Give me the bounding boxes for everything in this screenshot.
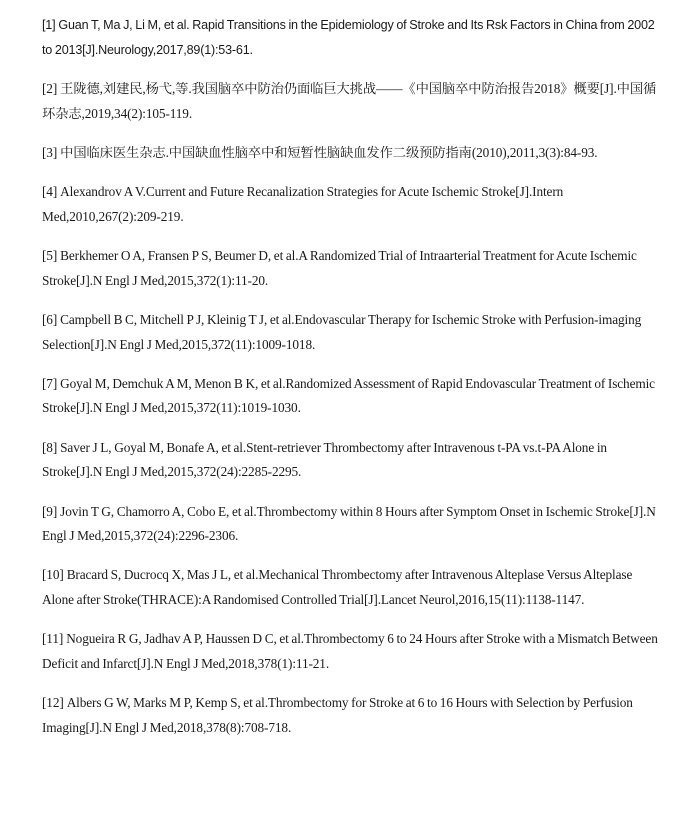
reference-text: 中国临床医生杂志.中国缺血性脑卒中和短暂性脑缺血发作二级预防指南(2010),2011,3(3):84-93. [60,144,598,160]
reference-number: [8] [42,439,58,455]
reference-item [42,500,665,549]
reference-text: Bracard S, Ducrocq X, Mas J L, et al.Mechanical Thrombectomy after Intravenous Alteplase Versus Alteplase Alone after Stroke(THRACE):A Randomised Controlled Trial[J].Lancet Neurol,2016,15(11):1138-1147. [42,567,633,608]
reference-item [42,244,665,293]
reference-number: [7] [42,375,58,391]
reference-item [42,372,665,421]
reference-number: [1] [42,18,56,32]
reference-text: Jovin T G, Chamorro A, Cobo E, et al.Thrombectomy within 8 Hours after Symptom Onset in Ischemic Stroke[J].N Engl J Med,2015,372(24):2296-2306. [42,503,656,544]
reference-text: Albers G W, Marks M P, Kemp S, et al.Thrombectomy for Stroke at 6 to 16 Hours with Selection by Perfusion Imaging[J].N Engl J Med,2018,378(8):708-718. [42,695,633,735]
reference-number: [2] [42,80,58,96]
reference-text: Campbell B C, Mitchell P J, Kleinig T J, et al.Endovascular Therapy for Ischemic Stroke with Perfusion-imaging Selection[J].N Engl J Med,2015,372(11):1009-1018. [42,311,642,352]
reference-item [42,141,665,166]
reference-number: [9] [42,503,58,519]
reference-item [42,627,665,676]
reference-item [42,308,665,357]
reference-item [42,13,665,62]
reference-item [42,563,665,612]
reference-text: Alexandrov A V.Current and Future Recanalization Strategies for Acute Ischemic Stroke[J].Intern Med,2010,267(2):209-219. [42,184,564,224]
reference-number: [4] [42,184,58,200]
reference-number: [5] [42,247,58,263]
reference-text: Nogueira R G, Jadhav A P, Haussen D C, et al.Thrombectomy 6 to 24 Hours after Stroke with a Mismatch Between Deficit and Infarct[J].N Engl J Med,2018,378(1):11-21. [42,631,658,672]
reference-text: 王陇德,刘建民,杨弋,等.我国脑卒中防治仍面临巨大挑战——《中国脑卒中防治报告2018》概要[J].中国循环杂志,2019,34(2):105-119. [42,80,657,121]
reference-item [42,436,665,485]
reference-text: Saver J L, Goyal M, Bonafe A, et al.Stent-retriever Thrombectomy after Intravenous t-PA vs.t-PA Alone in Stroke[J].N Engl J Med,2015,372(24):2285-2295. [42,439,607,480]
reference-number: [6] [42,311,58,327]
reference-item [42,691,665,740]
reference-text: Goyal M, Demchuk A M, Menon B K, et al.Randomized Assessment of Rapid Endovascular Treatment of Ischemic Stroke[J].N Engl J Med,2015,372(11):1019-1030. [42,375,655,416]
reference-text: Guan T, Ma J, Li M, et al. Rapid Transitions in the Epidemiology of Stroke and Its Rsk Factors in China from 2002 to 2013[J].Neurology,2017,89(1):53-61. [42,18,655,57]
reference-item [42,180,665,229]
reference-number: [11] [42,631,64,647]
reference-number: [10] [42,567,64,583]
reference-text: Berkhemer O A, Fransen P S, Beumer D, et al.A Randomized Trial of Intraarterial Treatment for Acute Ischemic Stroke[J].N Engl J Med,2015,372(1):11-20. [42,247,637,288]
reference-number: [3] [42,144,58,160]
reference-item [42,77,665,126]
reference-number: [12] [42,695,64,711]
